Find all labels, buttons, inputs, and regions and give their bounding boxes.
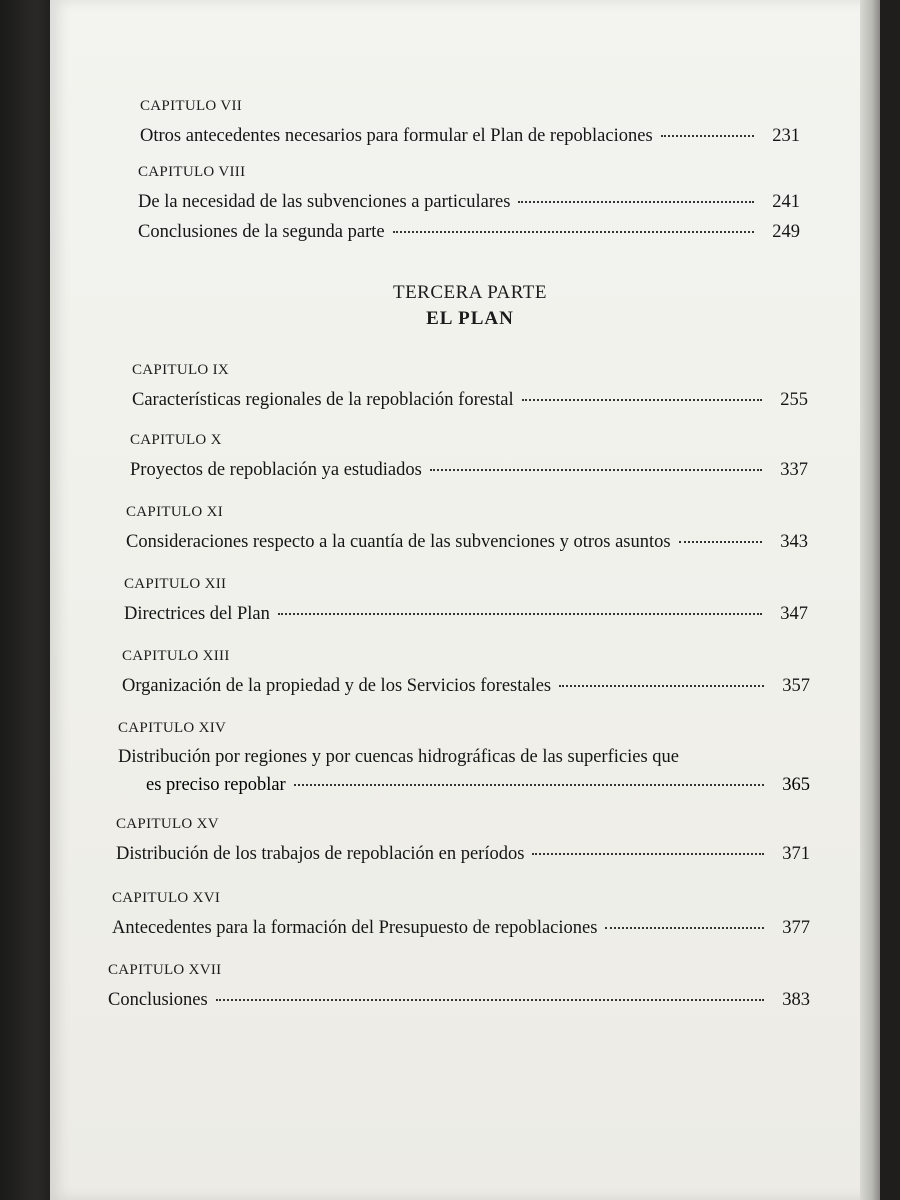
page-number: 357 xyxy=(782,676,810,696)
chapter-label: CAPITULO XII xyxy=(124,576,227,592)
dot-leader xyxy=(679,541,762,543)
part-subtitle: EL PLAN xyxy=(426,308,514,329)
chapter-xvi xyxy=(112,890,810,943)
page-number: 249 xyxy=(772,222,800,242)
toc-entry[interactable] xyxy=(130,455,808,485)
toc-entry[interactable] xyxy=(108,985,810,1015)
chapter-viii xyxy=(138,164,800,247)
page-number: 365 xyxy=(782,775,810,795)
chapter-label: CAPITULO VII xyxy=(140,98,243,114)
dot-leader xyxy=(559,685,764,687)
chapter-xi xyxy=(126,504,808,557)
chapter-x xyxy=(130,432,808,485)
toc-entry[interactable] xyxy=(118,743,810,799)
entry-title-line1: Distribución por regiones y por cuencas hidrográficas de las superficies que xyxy=(118,747,679,767)
page-number: 377 xyxy=(782,918,810,938)
chapter-label: CAPITULO XVII xyxy=(108,962,222,978)
entry-title: Otros antecedentes necesarios para formular el Plan de repoblaciones xyxy=(140,126,653,146)
chapter-vii xyxy=(140,98,800,151)
dot-leader xyxy=(605,927,764,929)
page-number: 231 xyxy=(772,126,800,146)
entry-title: Antecedentes para la formación del Presupuesto de repoblaciones xyxy=(112,918,598,938)
toc-entry[interactable] xyxy=(138,217,800,247)
page-number: 343 xyxy=(780,532,808,552)
entry-title: Conclusiones de la segunda parte xyxy=(138,222,385,242)
chapter-xii xyxy=(124,576,808,629)
chapter-xv xyxy=(116,816,810,869)
chapter-label: CAPITULO XV xyxy=(116,816,219,832)
page-number: 337 xyxy=(780,460,808,480)
toc-entry[interactable] xyxy=(116,839,810,869)
toc-entry[interactable] xyxy=(126,527,808,557)
part-header xyxy=(300,282,640,330)
dot-leader xyxy=(294,784,764,786)
dot-leader xyxy=(532,853,764,855)
page-number: 383 xyxy=(782,990,810,1010)
dot-leader xyxy=(522,399,762,401)
toc-entry[interactable] xyxy=(112,913,810,943)
entry-title-line2: es preciso repoblar xyxy=(146,775,286,795)
entry-title: Proyectos de repoblación ya estudiados xyxy=(130,460,422,480)
page-number: 255 xyxy=(780,390,808,410)
chapter-label: CAPITULO XIV xyxy=(118,720,227,736)
entry-title: Conclusiones xyxy=(108,990,208,1010)
page-number: 347 xyxy=(780,604,808,624)
chapter-label: CAPITULO XVI xyxy=(112,890,221,906)
dot-leader xyxy=(278,613,762,615)
chapter-label: CAPITULO IX xyxy=(132,362,230,378)
chapter-ix xyxy=(132,362,808,415)
entry-title: Directrices del Plan xyxy=(124,604,270,624)
chapter-label: CAPITULO VIII xyxy=(138,164,246,180)
entry-title: Distribución de los trabajos de repoblación en períodos xyxy=(116,844,525,864)
dot-leader xyxy=(661,135,754,137)
entry-title: Organización de la propiedad y de los Servicios forestales xyxy=(122,676,552,696)
toc-entry[interactable] xyxy=(138,187,800,217)
dot-leader xyxy=(518,201,754,203)
chapter-xiv xyxy=(118,720,810,799)
page-number: 371 xyxy=(782,844,810,864)
entry-title-line2-row xyxy=(118,771,810,799)
toc-entry[interactable] xyxy=(124,599,808,629)
dot-leader xyxy=(430,469,762,471)
entry-title: Características regionales de la repoblación forestal xyxy=(132,390,514,410)
chapter-xiii xyxy=(122,648,810,701)
entry-title: De la necesidad de las subvenciones a particulares xyxy=(138,192,511,212)
toc-entry[interactable] xyxy=(140,121,800,151)
page-number: 241 xyxy=(772,192,800,212)
toc-entry[interactable] xyxy=(122,671,810,701)
toc-entry[interactable] xyxy=(132,385,808,415)
chapter-label: CAPITULO X xyxy=(130,432,222,448)
part-title: TERCERA PARTE xyxy=(392,282,548,303)
entry-title: Consideraciones respecto a la cuantía de las subvenciones y otros asuntos xyxy=(126,532,671,552)
dot-leader xyxy=(216,999,764,1001)
dot-leader xyxy=(393,231,754,233)
chapter-xvii xyxy=(108,962,810,1015)
chapter-label: CAPITULO XIII xyxy=(122,648,230,664)
chapter-label: CAPITULO XI xyxy=(126,504,224,520)
